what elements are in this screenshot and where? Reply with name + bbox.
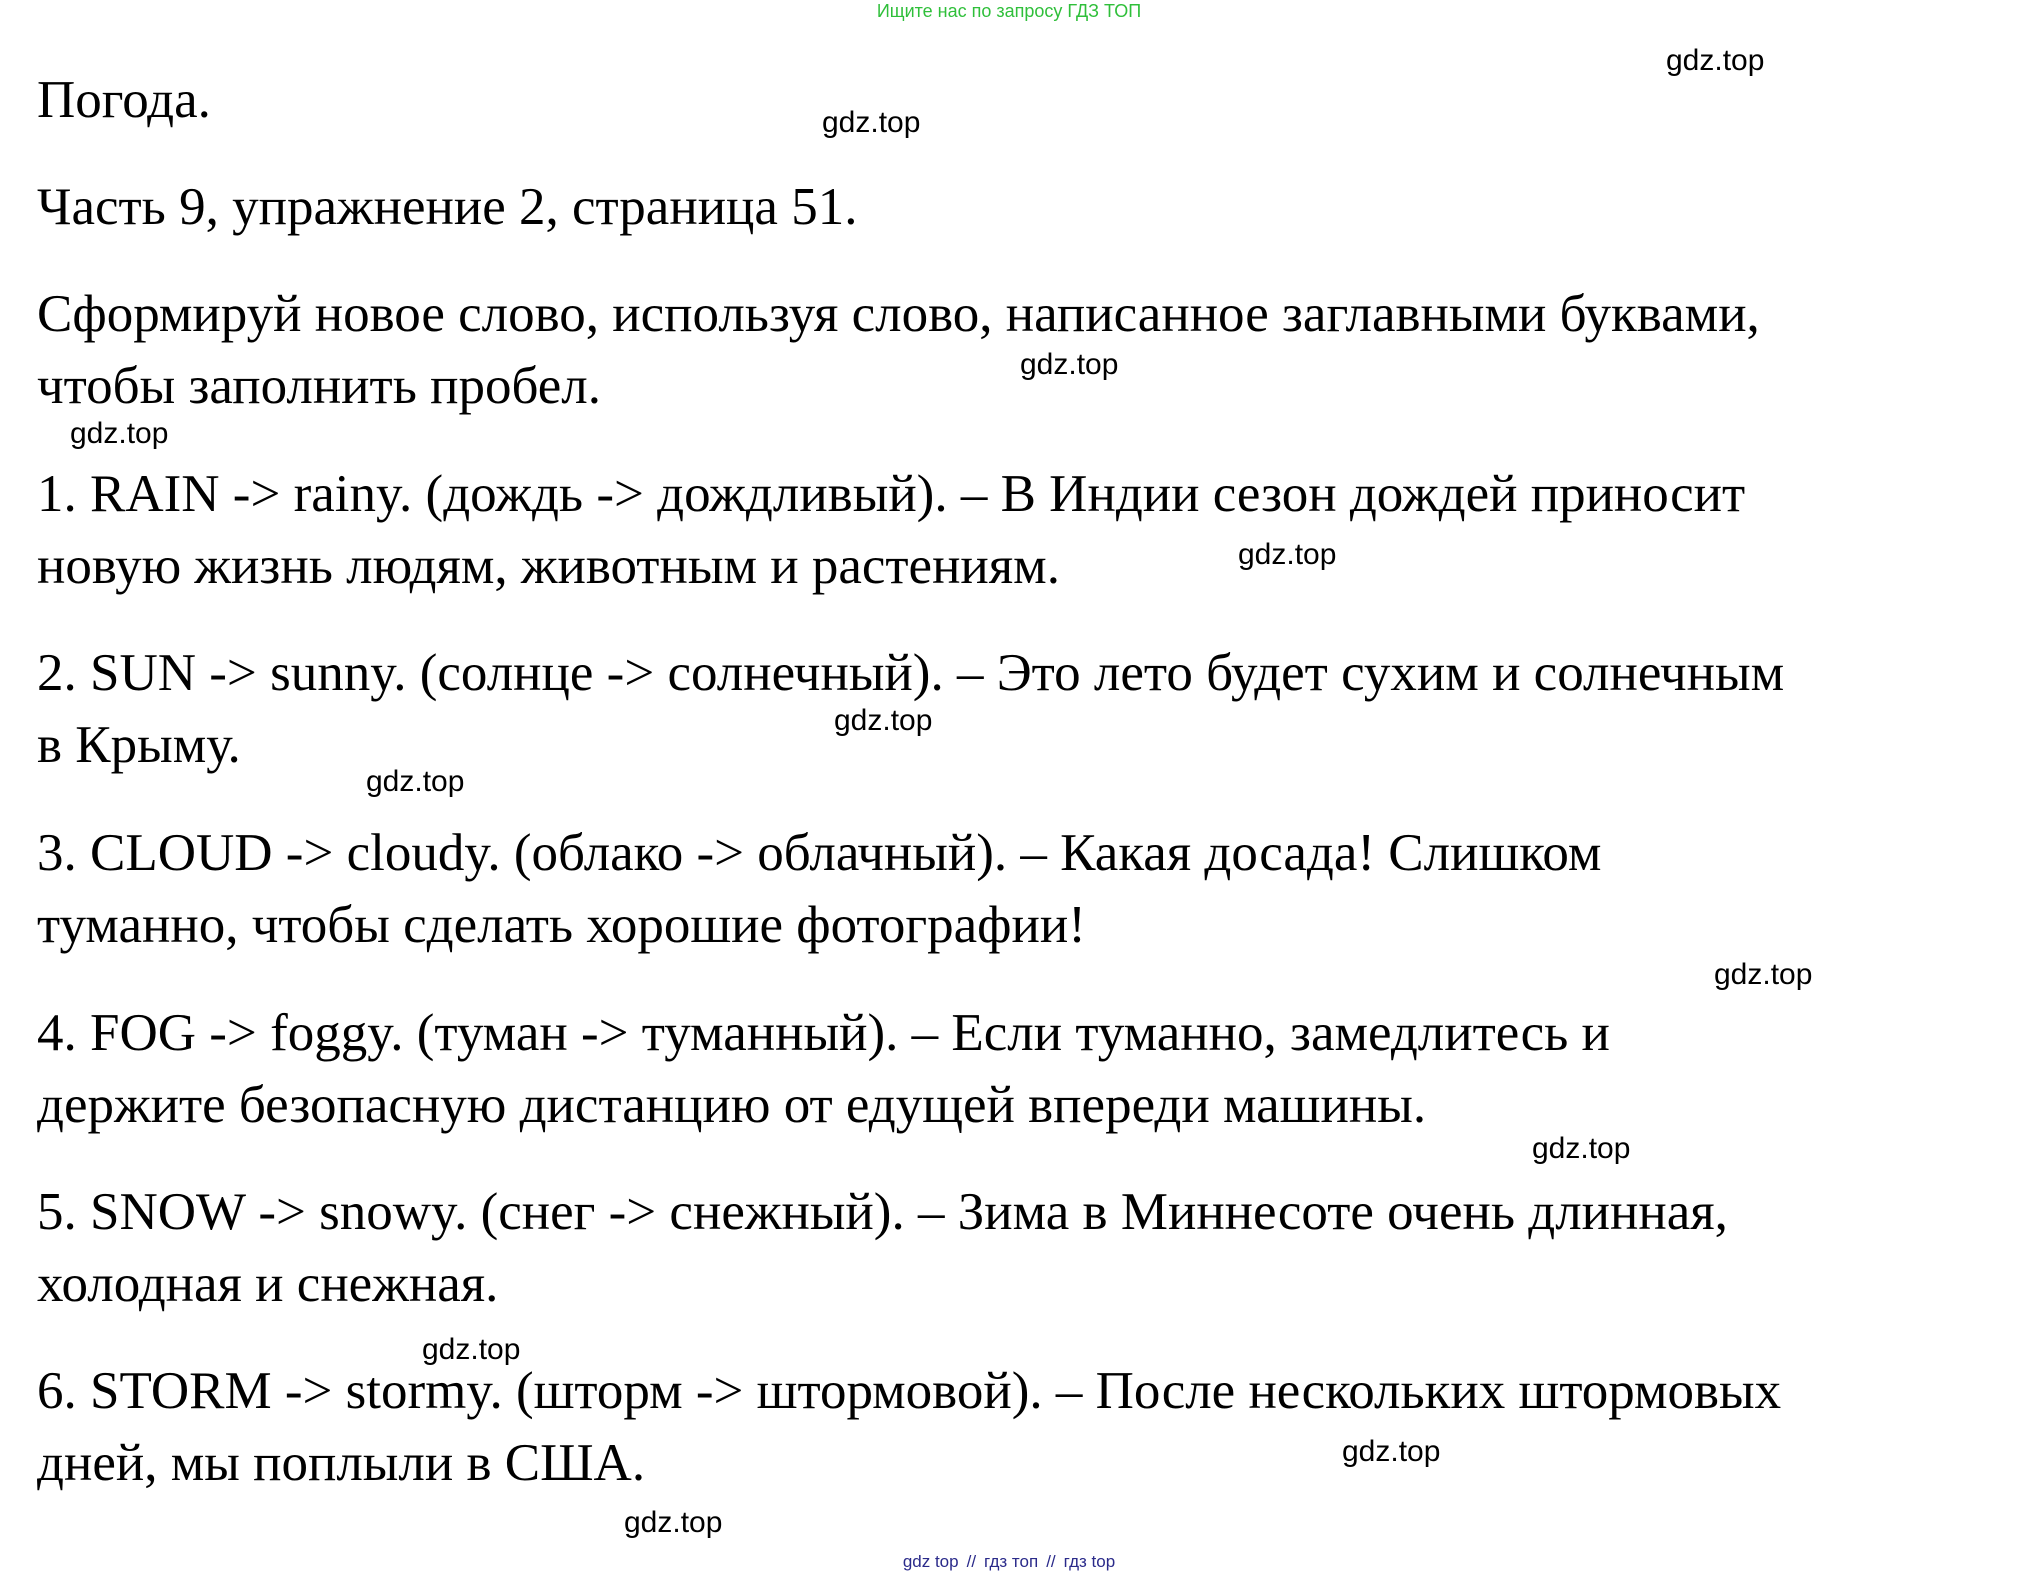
- answer-6-line-1: 6. STORM -> stormy. (шторм -> штормовой). – После нескольких штормовых: [37, 1362, 1782, 1420]
- answer-1-line-1: 1. RAIN -> rainy. (дождь -> дождливый). – В Индии сезон дождей приносит: [37, 465, 1746, 523]
- answer-6-line-2: дней, мы поплыли в США.: [37, 1434, 646, 1492]
- watermark: gdz.top: [834, 704, 933, 737]
- watermark: gdz.top: [1714, 958, 1813, 991]
- watermark: gdz.top: [1532, 1132, 1631, 1165]
- watermark: gdz.top: [1020, 348, 1119, 381]
- answer-4-line-1: 4. FOG -> foggy. (туман -> туманный). – Если туманно, замедлитесь и: [37, 1004, 1610, 1062]
- page-title: Погода.: [37, 71, 211, 129]
- answer-4-line-2: держите безопасную дистанцию от едущей впереди машины.: [37, 1076, 1427, 1134]
- watermark: gdz.top: [70, 417, 169, 450]
- watermark: gdz.top: [366, 765, 465, 798]
- watermark: gdz.top: [422, 1333, 521, 1366]
- answer-2-line-2: в Крыму.: [37, 716, 241, 774]
- answer-5-line-1: 5. SNOW -> snowy. (снег -> снежный). – Зима в Миннесоте очень длинная,: [37, 1183, 1728, 1241]
- top-banner: Ищите нас по запросу ГДЗ ТОП: [876, 1, 1142, 21]
- watermark: gdz.top: [1342, 1435, 1441, 1468]
- footer-link[interactable]: гдз топ: [984, 1552, 1039, 1571]
- watermark: gdz.top: [822, 106, 921, 139]
- answer-2-line-1: 2. SUN -> sunny. (солнце -> солнечный). – Это лето будет сухим и солнечным: [37, 644, 1785, 702]
- answer-1-line-2: новую жизнь людям, животным и растениям.: [37, 537, 1060, 595]
- watermark: gdz.top: [1666, 44, 1765, 77]
- instruction-line-1: Сформируй новое слово, используя слово, написанное заглавными буквами,: [37, 285, 1760, 343]
- answer-3-line-1: 3. CLOUD -> cloudy. (облако -> облачный). – Какая досада! Слишком: [37, 824, 1602, 882]
- watermark: gdz.top: [624, 1506, 723, 1539]
- footer-link[interactable]: gdz top: [902, 1552, 959, 1571]
- instruction-line-2: чтобы заполнить пробел.: [37, 357, 601, 415]
- answer-3-line-2: туманно, чтобы сделать хорошие фотографии!: [37, 896, 1086, 954]
- exercise-subtitle: Часть 9, упражнение 2, страница 51.: [37, 178, 858, 236]
- footer-link[interactable]: гдз top: [1063, 1552, 1116, 1571]
- answer-5-line-2: холодная и снежная.: [37, 1255, 499, 1313]
- watermark: gdz.top: [1238, 538, 1337, 571]
- footer-separator: //: [1046, 1552, 1056, 1571]
- footer-separator: //: [966, 1552, 977, 1571]
- footer-links: [0, 1554, 2018, 1570]
